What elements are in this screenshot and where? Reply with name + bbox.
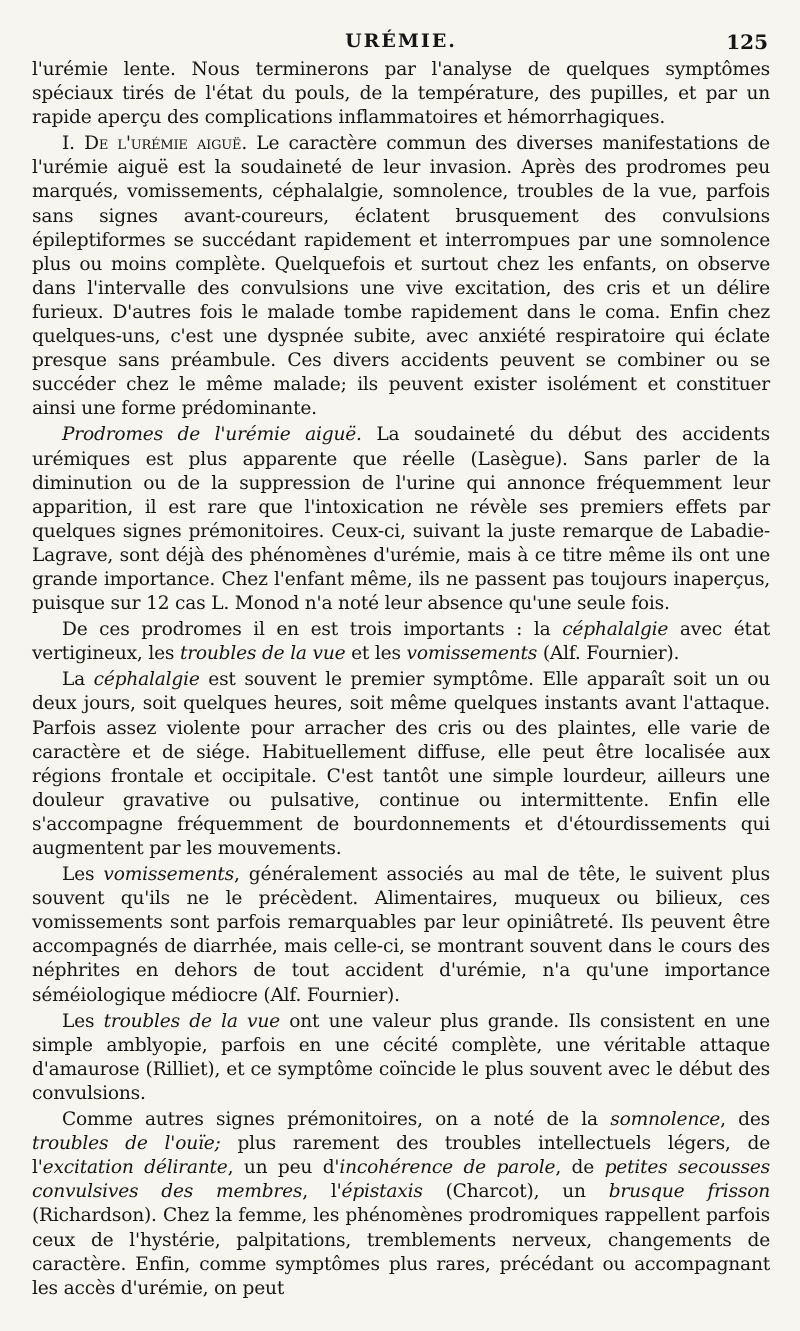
italic-text: somnolence — [610, 1109, 721, 1131]
text-run: ont une valeur plus grande. Ils consistent en une simple amblyopie, parfois en une cécité complète, une véritable attaque d'amaurose (Rilliet), et ce symptôme coïncide le plus souvent avec le début des convulsions. — [32, 1010, 770, 1104]
section-heading-text: De l'urémie aiguë — [84, 133, 242, 155]
paragraph-p1 — [32, 58, 770, 130]
italic-text: petites secousses convulsives des membres — [32, 1157, 770, 1203]
text-run: plus rarement des troubles intellectuels légers, de l' — [32, 1133, 771, 1179]
italic-text: brusque frisson — [608, 1181, 770, 1203]
text-run: La — [62, 669, 94, 691]
text-run: I. — [62, 133, 85, 155]
paragraph-p7 — [32, 1010, 770, 1106]
text-run: Comme autres signes prémonitoires, on a noté de la — [62, 1109, 611, 1131]
text-run: , l' — [302, 1181, 342, 1203]
text-run: avec état vertigineux, les — [32, 619, 770, 665]
text-run: , généralement associés au mal de tête, le suivent plus souvent qu'ils ne le précèdent. Alimentaires, muqueux ou bilieux, ces vomissements sont parfois remarquables par leur opiniâtreté. Ils peuvent être accompagnés de diarrhée, mais celle-ci, se montrant souvent dans le cours des néphrites en dehors de tout accident d'urémie, n'a qu'une importance séméiologique médiocre (Alf. Fournier). — [32, 864, 770, 1006]
paragraph-p3 — [32, 423, 770, 616]
paragraph-p2 — [32, 132, 770, 421]
text-run: Les — [62, 864, 104, 886]
text-run: , de — [555, 1157, 605, 1179]
text-run: (Alf. Fournier). — [537, 643, 680, 665]
italic-text: troubles de la vue — [103, 1010, 280, 1032]
text-run: (Charcot), un — [422, 1181, 609, 1203]
paragraph-p8 — [32, 1108, 770, 1301]
italic-text: céphalalgie — [93, 669, 200, 691]
italic-text: épistaxis — [341, 1181, 423, 1203]
page-number: 125 — [726, 30, 768, 54]
text-run: est souvent le premier symptôme. Elle apparaît soit un ou deux jours, soit quelques heures, soit même quelques instants avant l'attaque. Parfois assez violente pour arracher des cris ou des plaintes, elle varie de caractère et de siége. Habituellement diffuse, elle peut être localisée aux régions frontale et occipitale. C'est tantôt une simple lourdeur, ailleurs une douleur gravative ou pulsative, continue ou intermittente. Enfin elle s'accompagne fréquemment de bourdonnements et d'étourdissements qui augmentent par les mouvements. — [32, 669, 771, 859]
italic-text: céphalalgie — [562, 619, 669, 641]
page-header — [32, 22, 770, 58]
running-title: URÉMIE. — [345, 30, 457, 52]
paragraph-p6 — [32, 863, 770, 1008]
italic-text: excitation délirante — [42, 1157, 228, 1179]
text-run: et les — [345, 643, 407, 665]
text-run: (Richardson). Chez la femme, les phénomènes prodromiques rappellent parfois ceux de l'hystérie, palpitations, tremblements nerveux, changements de caractère. Enfin, comme symptômes plus rares, précédant ou accompagnant les accès d'urémie, on peut — [32, 1205, 770, 1299]
paragraph-p5 — [32, 668, 770, 861]
italic-text: troubles de l'ouïe; — [32, 1133, 221, 1155]
text-run: La soudaineté du début des accidents urémiques est plus apparente que réelle (Lasègue). Sans parler de la diminution ou de la suppression de l'urine qui annonce fréquemment leur apparition, il est rare que l'intoxication ne révèle ses premiers effets par quelques signes prémonitoires. Ceux-ci, suivant la juste remarque de Labadie-Lagrave, sont déjà des phénomènes d'urémie, mais à ce titre même ils ont une grande importance. Chez l'enfant même, ils ne passent pas toujours inaperçus, puisque sur 12 cas L. Monod n'a noté leur absence qu'une seule fois. — [32, 424, 771, 615]
paragraph-p4 — [32, 618, 770, 666]
text-run: , un peu d' — [227, 1157, 340, 1179]
text-run: l'urémie lente. Nous terminerons par l'analyse de quelques symptômes spéciaux tirés de l'état du pouls, de la température, des pupilles, et par un rapide aperçu des complications inflammatoires et hémorrhagiques. — [32, 59, 770, 129]
text-run: Les — [62, 1010, 104, 1032]
italic-text: incohérence de parole — [339, 1157, 556, 1179]
text-run: , des — [720, 1109, 770, 1131]
text-run: De ces prodromes il en est trois importants : la — [62, 619, 563, 641]
italic-text: vomissements — [406, 643, 538, 665]
italic-text: vomissements — [103, 864, 234, 886]
italic-text: troubles de la vue — [179, 643, 346, 665]
text-run: . Le caractère commun des diverses manifestations de l'urémie aiguë est la soudaineté de leur invasion. Après des prodromes peu marqués, vomissements, céphalalgie, somnolence, troubles de la vue, parfois sans signes avant-coureurs, éclatent brusquement des convulsions épileptiformes se succédant rapidement et interrompues par une somnolence plus ou moins complète. Quelquefois et surtout chez les enfants, on observe dans l'intervalle des convulsions une vive excitation, des cris et un délire furieux. D'autres fois le malade tombe rapidement dans le coma. Enfin chez quelques-uns, c'est une dyspnée subite, avec anxiété respiratoire qui éclate presque sans préambule. Ces divers accidents peuvent se combiner ou se succéder chez le même malade; ils peuvent exister isolément et constituer ainsi une forme prédominante. — [32, 133, 770, 420]
body-text — [32, 58, 770, 1301]
italic-text: Prodromes de l'urémie aiguë. — [62, 424, 362, 446]
